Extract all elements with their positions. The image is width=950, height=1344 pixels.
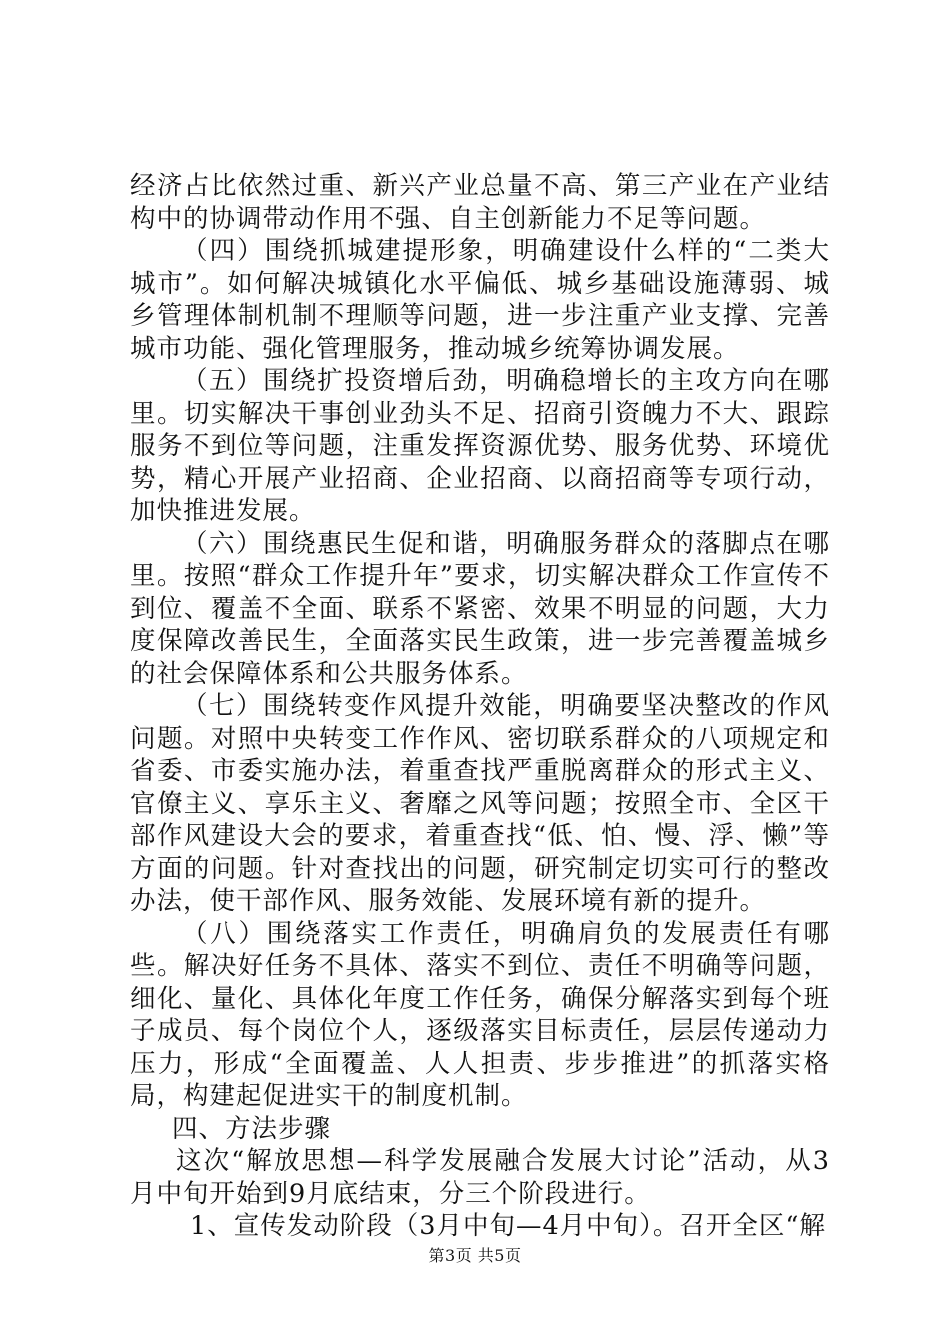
- paragraph-continuation: 经济占比依然过重、新兴产业总量不高、第三产业在产业结构中的协调带动作用不强、自主创新能力不足等问题。: [130, 171, 830, 234]
- paragraph-section-6: （六）围绕惠民生促和谐，明确服务群众的落脚点在哪里。按照“群众工作提升年”要求，切实解决群众工作宣传不到位、覆盖不全面、联系不紧密、效果不明显的问题，大力度保障改善民生，全面落实民生政策，进一步完善覆盖城乡的社会保障体系和公共服务体系。: [130, 528, 830, 689]
- page-footer: 第3页 共5页: [428, 1246, 522, 1265]
- paragraph-section-5: （五）围绕扩投资增后劲，明确稳增长的主攻方向在哪里。切实解决干事创业劲头不足、招商引资魄力不大、跟踪服务不到位等问题，注重发挥资源优势、服务优势、环境优势，精心开展产业招商、企业招商、以商招商等专项行动，加快推进发展。: [130, 366, 830, 526]
- paragraph-section-4: （四）围绕抓城建提形象，明确建设什么样的“二类大城市”。如何解决城镇化水平偏低、城乡基础设施薄弱、城乡管理体制机制不理顺等问题，进一步注重产业支撑、完善城市功能、强化管理服务，推动城乡统筹协调发展。: [130, 236, 830, 364]
- paragraph-methods-intro: 这次“解放思想—科学发展融合发展大讨论”活动，从3月中旬开始到9月底结束，分三个阶段进行。: [130, 1146, 830, 1209]
- paragraph-section-8: （八）围绕落实工作责任，明确肩负的发展责任有哪些。解决好任务不具体、落实不到位、责任不明确等问题，细化、量化、具体化年度工作任务，确保分解落实到每个班子成员、每个岗位个人，逐级落实目标责任，层层传递动力压力，形成“全面覆盖、人人担责、步步推进”的抓落实格局，构建起促进实干的制度机制。: [130, 918, 830, 1111]
- paragraph-stage-1: 1、宣传发动阶段（3月中旬—4月中旬）。召开全区“解: [190, 1211, 826, 1241]
- paragraph-section-7: （七）围绕转变作风提升效能，明确要坚决整改的作风问题。对照中央转变工作作风、密切联系群众的八项规定和省委、市委实施办法，着重查找严重脱离群众的形式主义、官僚主义、享乐主义、奢靡之风等问题；按照全市、全区干部作风建设大会的要求，着重查找“低、怕、慢、浮、懒”等方面的问题。针对查找出的问题，研究制定切实可行的整改办法，使干部作风、服务效能、发展环境有新的提升。: [130, 691, 830, 916]
- section-heading-methods: 四、方法步骤: [172, 1113, 332, 1144]
- document-body: [130, 170, 830, 1243]
